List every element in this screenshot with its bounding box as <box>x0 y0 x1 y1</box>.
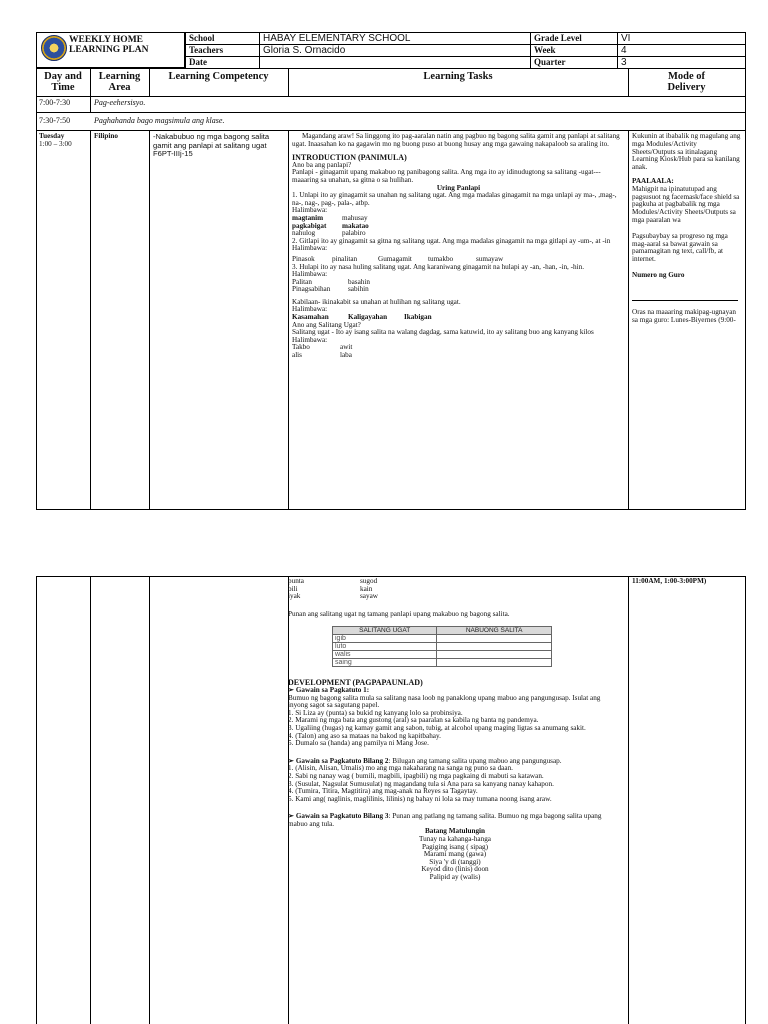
gawain-3-block: ➢ Gawain sa Pagkatuto Bilang 3: Punan ang patlang ng tamang salita. Bumuo ng mga bagong salita upang mabuo ang tula. <box>288 812 602 828</box>
question-panlapi: Ano ba ang panlapi? <box>292 160 352 169</box>
list-item: 4. (Talon) ang aso sa mataas na bakod ng kapitbahay. <box>288 731 441 740</box>
teachers-value: Gloria S. Ornacido <box>260 45 531 57</box>
learning-tasks-page2 <box>288 578 622 882</box>
mode-text-2: Mahigpit na ipinatutupad ang pagsusuot ng facemask/face shield sa pagkuha at pagbabalik ng mga Modules/Activity Sheets/Outputs sa mga paaralan wa <box>632 184 740 224</box>
list-item: 3. (Susulat, Nagsulat Sumusulat) ng magandang tula si Ana para sa kanyang nanay kahapon. <box>288 779 554 788</box>
col-learning-tasks: Learning Tasks <box>423 71 493 82</box>
week-label: Week <box>531 45 618 57</box>
row2-activity: Paghahanda bago magsimula ang klase. <box>94 116 225 125</box>
school-label: School <box>186 33 260 45</box>
poem-line: Siya 'y di (tanggi) <box>429 857 481 866</box>
teachers-label: Teachers <box>186 45 260 57</box>
example-row: iyak sayaw <box>288 592 378 601</box>
question-salitang-ugat: Ano ang Salitang Ugat? <box>292 320 361 329</box>
phone-line <box>632 280 738 301</box>
list-item: 1. (Alisin, Alisan, Umalis) mo ang mga nakaharang na sanga ng puno sa daan. <box>288 764 513 773</box>
mode-text-4: Oras na maaaring makipag-ugnayan sa mga guro: Lunes-Biyernes (9:00- <box>632 307 736 324</box>
unlapi-text: 1. Unlapi ito ay ginagamit sa unahan ng salitang ugat. Ang mga madalas ginagamit na mga unlapi ay ma-, ,mag-, na-, nag-, pag-, pala-, atbp. <box>292 191 617 207</box>
date-label: Date <box>186 57 260 69</box>
salitang-ugat-definition: Salitang ugat - Ito ay isang salita na walang dagdag, sama katuwid, ito ay salitang buo ang kanyang kilos <box>292 328 594 337</box>
halimbawa-label: Halimbawa: <box>292 305 328 314</box>
halimbawa-label: Halimbawa: <box>292 270 328 279</box>
header-logo-block <box>36 32 185 68</box>
poem-line: Palipid ay (walis) <box>429 873 481 882</box>
learning-area-cell: Filipino <box>94 132 118 140</box>
quarter-label: Quarter <box>531 57 618 69</box>
fill-instruction: Punan ang salitang ugat ng tamang panlapi upang makabuo ng bagong salita. <box>288 609 510 618</box>
row1-time: 7:00-7:30 <box>39 98 71 107</box>
example-row: Pinasok pinalitan Gumagamit tumakbo sumayaw <box>292 254 504 263</box>
uring-panlapi-heading: Uring Panlapi <box>436 183 481 192</box>
table-header: NABUONG SALITA <box>437 627 552 635</box>
example-row: nahulog palabiro <box>292 229 366 238</box>
example-row: Pinagsabihan sabihin <box>292 285 369 294</box>
header-info-table <box>185 32 746 69</box>
poem-title: Batang Matulungin <box>424 827 486 836</box>
mode-text-5: 11:00AM, 1:00-3:00PM) <box>632 577 707 585</box>
list-item: 5. Dumalo sa (handa) ang pamilya ni Mang Jose. <box>288 739 429 748</box>
competency-cell: -Nakabubuo ng mga bagong salita gamit ang panlapi at salitang ugat F6PT-IIIj-15 <box>153 132 270 159</box>
intro-heading: INTRODUCTION (PANIMULA) <box>292 153 407 163</box>
gawain-1-text: Bumuo ng bagong salita mula sa salitang nasa loob ng panaklong upang mabuo ang pangungusap. Isulat ang inyong sagot sa sagutang papel. <box>288 693 601 710</box>
list-item: 5. Kami ang( naglinis, maglilinis, lilinis) ng bahay ni lola sa may tumana noong isang araw. <box>288 794 552 803</box>
mode-of-delivery-page1 <box>632 133 742 324</box>
poem-line: Pagiging isang ( sipag) <box>421 842 489 851</box>
numero-ng-guro: Numero ng Guro <box>632 270 685 279</box>
col-day-time: Day and Time <box>44 71 82 93</box>
col-mode-delivery: Mode of Delivery <box>667 71 706 93</box>
table-row: saing <box>333 659 552 667</box>
kabilaan-text: Kabilaan- ikinakabit sa unahan at hulihan ng salitang ugat. <box>292 297 461 306</box>
table-row: igib <box>333 635 552 643</box>
paalaala-heading: PAALAALA: <box>632 176 674 185</box>
gawain-2-block: ➢ Gawain sa Pagkatuto Bilang 2: Bilugan ang tamang salita upang mabuo ang pangungusap. <box>288 756 562 765</box>
table-row: luto <box>333 643 552 651</box>
poem-line: Marami mang (gawa) <box>423 850 487 859</box>
grade-value: VI <box>618 33 746 45</box>
document-page-2 <box>36 576 746 1024</box>
day-cell: Tuesday 1:00 – 3:00 <box>39 132 72 148</box>
row2-time: 7:30-7:50 <box>39 116 71 125</box>
halimbawa-label: Halimbawa: <box>292 206 328 215</box>
learning-tasks-page1 <box>292 133 625 360</box>
list-item: 2. Sabi ng nanay wag ( bumili, magbili, ipagbili) ng mga pagkaing di mabuti sa katawan. <box>288 771 544 780</box>
deped-seal-icon <box>41 35 67 61</box>
halimbawa-label: Halimbawa: <box>292 335 328 344</box>
example-row: bili kain <box>288 584 373 593</box>
document-page-1 <box>36 32 746 510</box>
date-value <box>260 57 531 69</box>
salitang-ugat-table <box>332 626 552 667</box>
example-row: alis laba <box>292 351 352 360</box>
hulapi-text: 3. Hulapi ito ay nasa huling salitang ugat. Ang karaniwang ginagamit na hulapi ay -an, -han, -in, -hin. <box>292 262 585 271</box>
list-item: 1. Si Liza ay (punta) sa bukid ng kanyang lolo sa probinsiya. <box>288 708 463 717</box>
example-row: punta sugod <box>288 577 378 585</box>
mode-text-3: Pagsubaybay sa progreso ng mga mag-aaral sa bawat gawain sa pamamagitan ng text, call/fb, at internet. <box>632 231 728 264</box>
list-item: 3. Ugaliing (hugas) ng kamay gamit ang sabon, tubig, at alcohol upang maging ligtas sa anumang sakit. <box>288 723 586 732</box>
example-row: pagkabigat makatao <box>292 221 369 230</box>
col-learning-area: Learning Area <box>98 71 141 93</box>
grade-label: Grade Level <box>531 33 618 45</box>
panlapi-definition: Panlapi - ginagamit upang makabuo ng panibagong salita. Ang mga ito ay idinudugtong sa salitang -ugat--- maaaring sa unahan, sa gitna o sa hulihan. <box>292 168 601 184</box>
intro-paragraph: Magandang araw! Sa linggong ito pag-aaralan natin ang pagbuo ng bagong salita gamit ang panlapi at salitang ugat. Inaasahan ko na gagawin mo ng buong puso at buong husay ang mga gawaing nakapaloob sa araling ito. <box>292 132 620 148</box>
poem-line: Keyod dito (linis) doon <box>421 865 489 874</box>
list-item: 4. (Tumira, Titira, Magtitira) ang mag-anak na Reyes sa Tagaytay. <box>288 787 478 796</box>
school-value: HABAY ELEMENTARY SCHOOL <box>260 33 531 45</box>
table-row: walis <box>333 651 552 659</box>
development-heading: DEVELOPMENT (PAGPAPAUNLAD) <box>288 678 423 688</box>
week-value: 4 <box>618 45 746 57</box>
gitlapi-text: 2. Gitlapi ito ay ginagamit sa gitna ng salitang ugat. Ang mga madalas ginagamit na mga gitlapi ay -um-, at -in <box>292 236 611 245</box>
plan-title: WEEKLY HOME LEARNING PLAN <box>69 35 149 55</box>
example-row: Kasamahan Kaligayahan Ikabigan <box>292 313 432 322</box>
quarter-value: 3 <box>618 57 746 69</box>
list-item: 2. Marami ng mga bata ang gustong (aral) sa paaralan sa kabila ng banta ng pandemya. <box>288 716 539 725</box>
example-row: magtanim mahusay <box>292 213 368 222</box>
halimbawa-label: Halimbawa: <box>292 244 328 253</box>
table-header: SALITANG UGAT <box>333 627 437 635</box>
example-row: Palitan basahin <box>292 277 370 286</box>
example-row: Takbo awit <box>292 343 353 352</box>
gawain-1-heading: ➢ Gawain sa Pagkatuto 1: <box>288 685 370 694</box>
mode-text-1: Kukunin at ibabalik ng magulang ang mga Modules/Activity Sheets/Outputs sa itinalagang Learning Kiosk/Hub para sa kanilang anak. <box>632 132 741 172</box>
col-competency: Learning Competency <box>168 71 269 82</box>
poem-line: Tunay na kahanga-hanga <box>419 835 491 844</box>
row1-activity: Pag-eehersisyo. <box>94 98 146 107</box>
